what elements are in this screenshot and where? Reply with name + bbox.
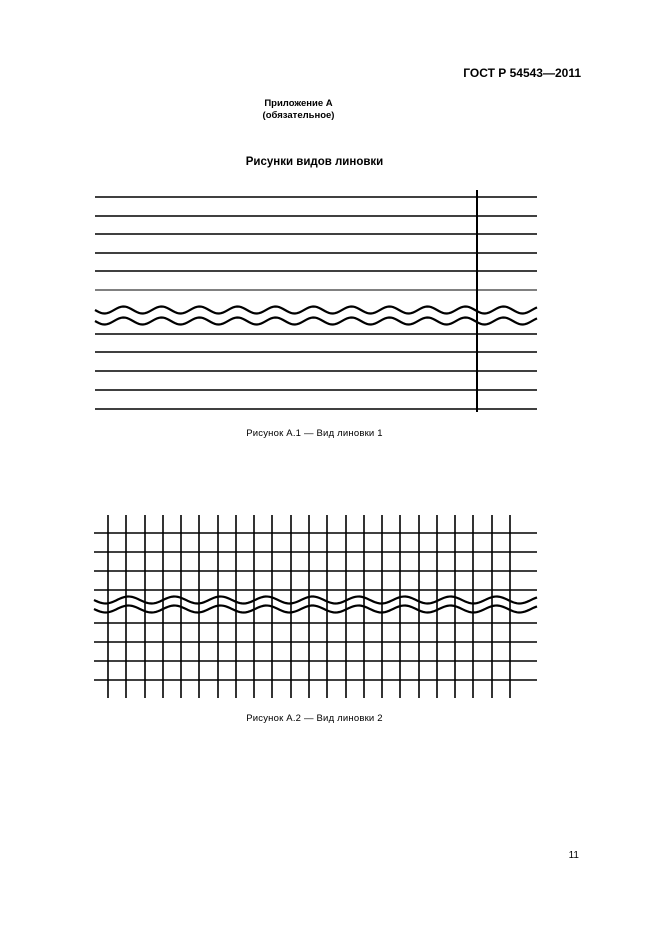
break-wave-top	[94, 597, 537, 604]
standard-number: ГОСТ Р 54543—2011	[463, 66, 581, 80]
figure-a1-caption: Рисунок А.1 — Вид линовки 1	[246, 428, 383, 439]
annex-status: (обязательное)	[262, 110, 335, 121]
annex-title: Приложение А	[264, 98, 333, 109]
page-number: 11	[568, 850, 579, 861]
section-title: Рисунки видов линовки	[245, 156, 384, 168]
figure-a2-caption: Рисунок А.2 — Вид линовки 2	[246, 713, 383, 724]
break-wave-bottom	[94, 606, 537, 613]
